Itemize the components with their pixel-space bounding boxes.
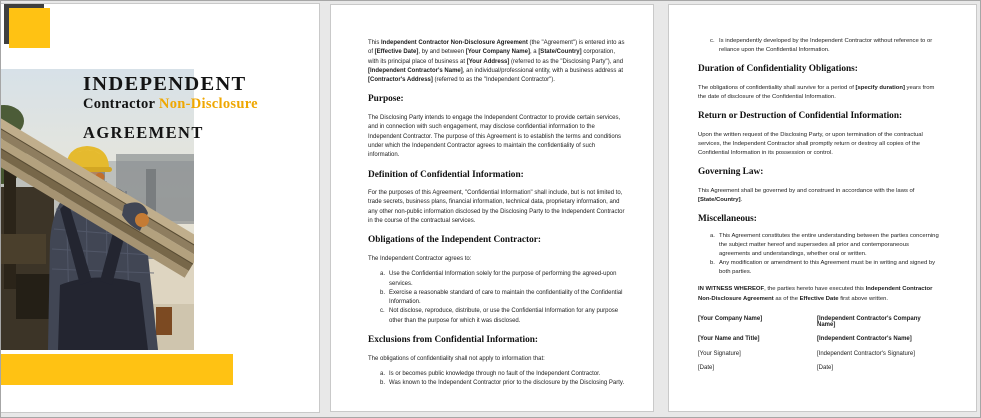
paragraph: The Disclosing Party intends to engage the Independent Contractor to provide certain services, and in connection with such engagement, may disclose confidential information to the Independent Contractor. The purpose of this Agreement is to establish the terms and conditions under which the Independent Contractor agrees to maintain the confidentiality of such information.: [368, 115, 622, 159]
machinery: [0, 169, 54, 350]
paragraph: The obligations of confidentiality shall survive for a period of [specify duration] years from the date of disclosure of the Confidential Information.: [698, 84, 935, 101]
cover-title-line1: INDEPENDENT: [83, 73, 247, 95]
list-marker: c.: [710, 38, 715, 44]
section-heading: Purpose:: [368, 94, 404, 105]
signature-left-line: [Your Company Name]: [698, 315, 763, 322]
lettered-list: [368, 270, 627, 326]
paragraph: This Agreement shall be governed by and construed in accordance with the laws of [State/Country].: [698, 187, 915, 203]
list-item-text: Use the Confidential Information solely for the purpose of performing the agreed-upon services.: [389, 271, 617, 287]
section-heading: Duration of Confidentiality Obligations:: [698, 64, 858, 75]
paragraph: The Independent Contractor agrees to:: [368, 255, 472, 262]
cover-title-line3: AGREEMENT: [83, 123, 204, 143]
list-item-text: Exercise a reasonable standard of care to maintain the confidentiality of the Confidential Information.: [389, 289, 623, 306]
signature-left-line: [Date]: [698, 365, 715, 372]
signature-block: [698, 316, 939, 380]
list-item: [380, 307, 627, 326]
signature-left-line: [Your Name and Title]: [698, 336, 760, 343]
paragraph: The obligations of confidentiality shall not apply to information that:: [368, 355, 545, 362]
list-item: [380, 370, 627, 379]
signature-right-line: [Independent Contractor's Name]: [817, 336, 912, 343]
document-page-2: [330, 4, 654, 412]
paragraph: This Independent Contractor Non-Disclosure Agreement (the "Agreement") is entered into as of [Effective Date], by and between [Your Company Name], a [State/Country] corporation, with its principal place of business at [Your Address] (referred to as the "Disclosing Party"), and [Independent Contractor's Name], an individual/professional entity, with a business address at [Contractor's Address] (referred to as the "Independent Contractor").: [368, 40, 625, 84]
cover-title-line2-black: Contractor: [83, 95, 159, 112]
gold-accent-square: [9, 8, 50, 48]
list-item: [380, 270, 627, 289]
list-item-text: Is independently developed by the Independent Contractor without reference to or reliance upon the Confidential Information.: [719, 38, 933, 54]
lettered-list: [698, 232, 939, 278]
list-item: [380, 379, 627, 388]
list-item-text: Any modification or amendment to this Agreement must be in writing and signed by both parties.: [719, 260, 936, 276]
list-item: [710, 37, 939, 55]
section-heading: Definition of Confidential Information:: [368, 169, 524, 180]
list-item-text: Was known to the Independent Contractor prior to the disclosure by the Disclosing Party.: [389, 380, 625, 387]
list-item: [710, 232, 939, 259]
signature-right-line: [Date]: [817, 365, 834, 372]
signature-left-line: [Your Signature]: [698, 350, 741, 357]
cover-title-line2-gold: Non-Disclosure: [158, 95, 258, 112]
list-item: [380, 289, 627, 308]
list-marker: c.: [380, 308, 385, 315]
section-heading: Obligations of the Independent Contractor:: [368, 235, 542, 246]
list-item: [710, 259, 939, 277]
list-marker: b.: [380, 380, 386, 387]
list-item-text: Is or becomes public knowledge through no fault of the Independent Contractor.: [389, 370, 601, 377]
section-heading: Return or Destruction of Confidential Information:: [698, 111, 903, 122]
list-marker: b.: [710, 260, 715, 267]
list-item-text: This Agreement constitutes the entire understanding between the parties concerning the subject matter hereof and supersedes all prior and contemporaneous agreements and understandings, whether oral or written.: [719, 232, 939, 257]
document-page-3: [668, 4, 977, 412]
list-marker: a.: [380, 370, 386, 377]
cover-page: [0, 3, 320, 413]
lettered-list: [698, 37, 939, 55]
cover-title-line2: [83, 96, 258, 113]
paragraph: IN WITNESS WHEREOF, the parties hereto have executed this Independent Contractor Non-Disclosure Agreement as of the Effective Date first above written.: [698, 286, 933, 302]
section-heading: Exclusions from Confidential Information:: [368, 335, 539, 346]
list-item-text: Not disclose, reproduce, distribute, or use the Confidential Information for any purpose other than the purpose for which it was disclosed.: [389, 308, 619, 324]
wooden-chair: [156, 307, 172, 335]
list-marker: a.: [380, 271, 386, 278]
overalls: [58, 277, 148, 350]
signature-right-line: [Independent Contractor's Signature]: [817, 350, 915, 357]
paragraph: Upon the written request of the Disclosing Party, or upon termination of the contractual services, the Independent Contractor shall promptly return or destroy all copies of the Confidential Information in its possession or control.: [698, 131, 923, 157]
section-heading: Governing Law:: [698, 167, 764, 178]
section-heading: Miscellaneous:: [698, 214, 757, 225]
list-marker: a.: [710, 232, 715, 239]
signature-right-line: [Independent Contractor's Company Name]: [817, 315, 921, 328]
lettered-list: [368, 370, 627, 389]
paragraph: For the purposes of this Agreement, "Confidential Information" shall include, but is not limited to, trade secrets, business plans, financial information, technical data, proprietary information, and any other non-public information disclosed by the Disclosing Party to the Independent Contractor in the course of the contractual services.: [368, 190, 625, 225]
list-marker: b.: [380, 289, 386, 296]
cover-title: [83, 74, 258, 142]
gold-bottom-bar: [0, 354, 233, 385]
